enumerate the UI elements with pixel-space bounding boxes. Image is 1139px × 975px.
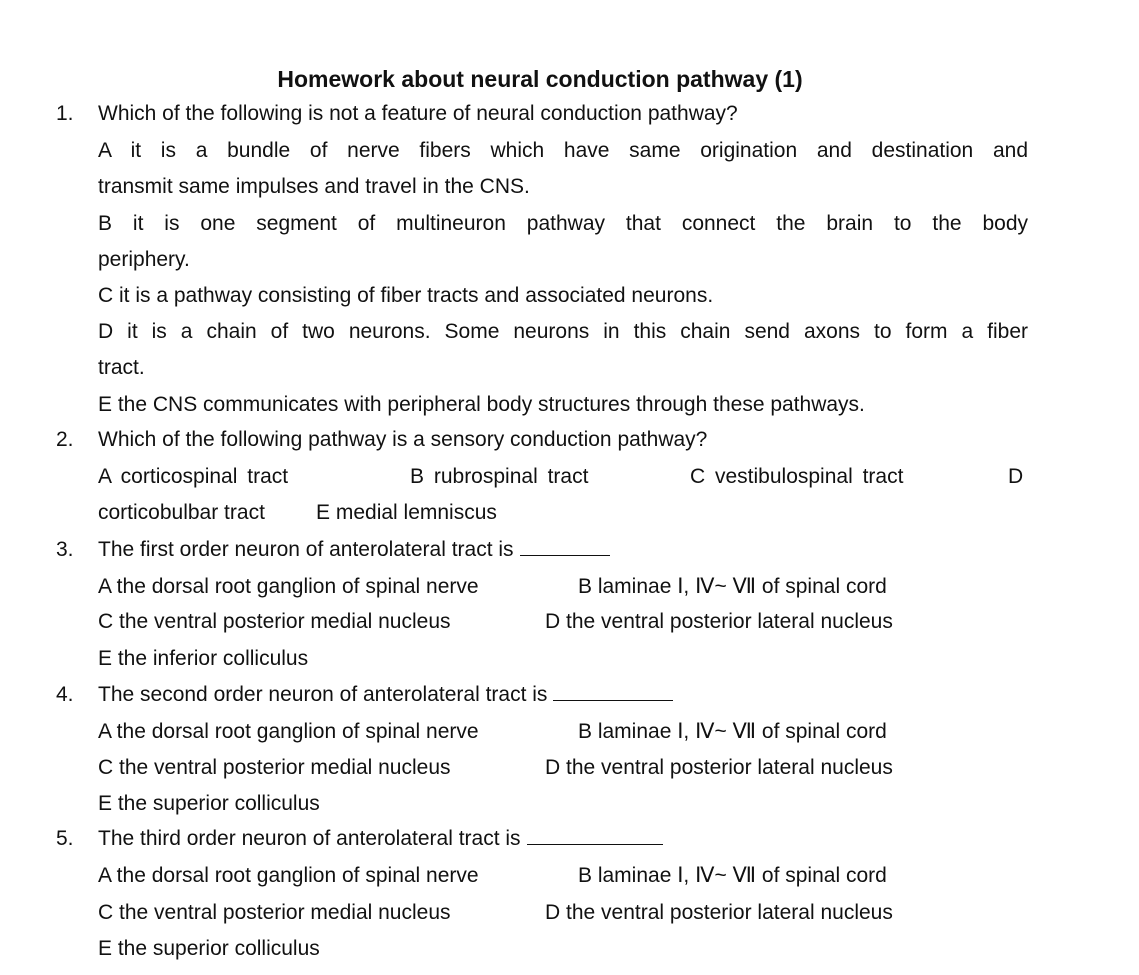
question-3-option-c: C the ventral posterior medial nucleus bbox=[98, 610, 451, 633]
question-4-option-e: E the superior colliculus bbox=[98, 792, 320, 815]
question-4-option-a: A the dorsal root ganglion of spinal nerve bbox=[98, 720, 479, 743]
page-title: Homework about neural conduction pathway (1) bbox=[277, 66, 803, 92]
question-1-option-b-line2: periphery. bbox=[98, 248, 190, 271]
question-1-option-d-line1: D it is a chain of two neurons. Some neurons in this chain send axons to form a fiber bbox=[98, 320, 1028, 343]
question-3-number: 3. bbox=[56, 538, 74, 561]
question-3-option-d: D the ventral posterior lateral nucleus bbox=[545, 610, 893, 633]
question-1-option-a-line2: transmit same impulses and travel in the CNS. bbox=[98, 175, 530, 198]
question-5-option-a: A the dorsal root ganglion of spinal nerve bbox=[98, 864, 479, 887]
question-5-answer-blank bbox=[527, 826, 663, 845]
question-1-number: 1. bbox=[56, 102, 74, 125]
question-1-option-c: C it is a pathway consisting of fiber tracts and associated neurons. bbox=[98, 284, 714, 307]
question-1-stem: Which of the following is not a feature of neural conduction pathway? bbox=[98, 102, 738, 125]
question-5-stem-row bbox=[98, 824, 663, 854]
question-3-stem: The first order neuron of anterolateral tract is bbox=[98, 538, 514, 561]
question-5-option-e: E the superior colliculus bbox=[98, 937, 320, 960]
question-5-option-d: D the ventral posterior lateral nucleus bbox=[545, 901, 893, 924]
question-5-option-c: C the ventral posterior medial nucleus bbox=[98, 901, 451, 924]
question-2-number: 2. bbox=[56, 428, 74, 451]
question-5-stem: The third order neuron of anterolateral tract is bbox=[98, 827, 521, 850]
question-4-option-d: D the ventral posterior lateral nucleus bbox=[545, 756, 893, 779]
question-4-number: 4. bbox=[56, 683, 74, 706]
question-1-option-e: E the CNS communicates with peripheral body structures through these pathways. bbox=[98, 393, 865, 416]
question-2-option-c: C vestibulospinal tract bbox=[690, 465, 904, 488]
question-4-option-c: C the ventral posterior medial nucleus bbox=[98, 756, 451, 779]
question-4-stem: The second order neuron of anterolateral tract is bbox=[98, 683, 548, 706]
question-4-stem-row bbox=[98, 680, 673, 710]
question-2-stem: Which of the following pathway is a sensory conduction pathway? bbox=[98, 428, 708, 451]
question-2-option-e: E medial lemniscus bbox=[316, 501, 497, 524]
question-3-option-b: B laminae Ⅰ, Ⅳ~ Ⅶ of spinal cord bbox=[578, 575, 887, 598]
question-3-option-a: A the dorsal root ganglion of spinal nerve bbox=[98, 575, 479, 598]
question-5-number: 5. bbox=[56, 827, 74, 850]
question-2-option-d-text: corticobulbar tract bbox=[98, 501, 265, 524]
question-4-option-b: B laminae Ⅰ, Ⅳ~ Ⅶ of spinal cord bbox=[578, 720, 887, 743]
question-3-option-e: E the inferior colliculus bbox=[98, 647, 309, 670]
question-1-option-a-line1: A it is a bundle of nerve fibers which have same origination and destination and bbox=[98, 139, 1028, 162]
question-2-option-a: A corticospinal tract bbox=[98, 465, 289, 488]
question-4-answer-blank bbox=[553, 682, 673, 701]
question-1-option-b-line1: B it is one segment of multineuron pathway that connect the brain to the body bbox=[98, 212, 1028, 235]
question-2-option-b: B rubrospinal tract bbox=[410, 465, 589, 488]
question-5-option-b: B laminae Ⅰ, Ⅳ~ Ⅶ of spinal cord bbox=[578, 864, 887, 887]
question-1-option-d-line2: tract. bbox=[98, 356, 145, 379]
question-3-stem-row bbox=[98, 535, 610, 565]
question-3-answer-blank bbox=[520, 537, 610, 556]
question-2-option-d-letter: D bbox=[1008, 465, 1024, 488]
